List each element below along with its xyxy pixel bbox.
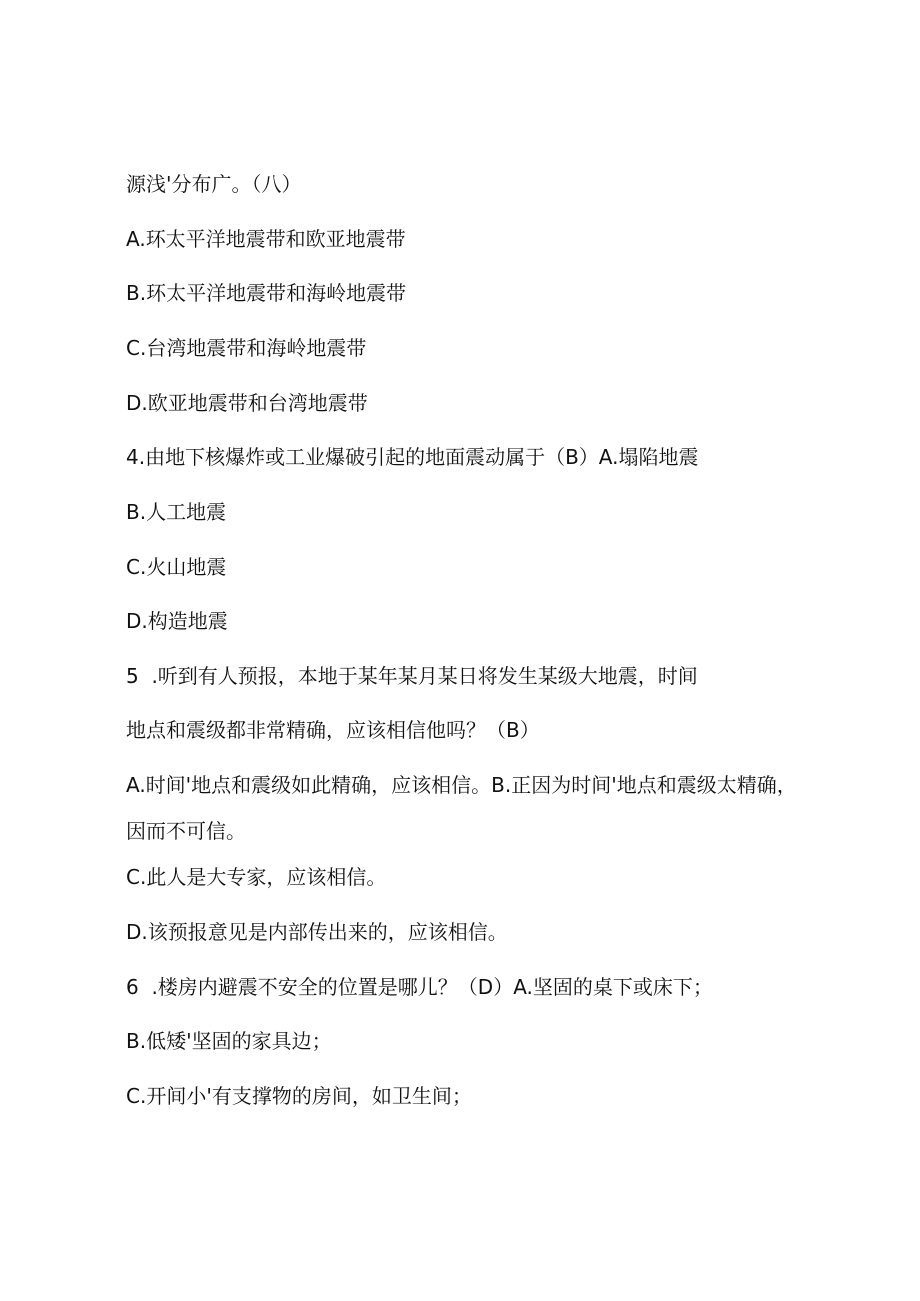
q6-stem: 6 .楼房内避震不安全的位置是哪儿？（D）A.坚固的桌下或床下； — [126, 975, 713, 999]
q4-option-b: B.人工地震 — [126, 500, 227, 524]
q5-option-d: D.该预报意见是内部传出来的，应该相信。 — [126, 920, 508, 944]
question-stem-continuation: 源浅'分布广。（八） — [126, 172, 302, 196]
q3-option-a: A.环太平洋地震带和欧亚地震带 — [126, 227, 406, 251]
q3-option-b: B.环太平洋地震带和海岭地震带 — [126, 281, 407, 305]
q5-stem-continuation: 地点和震级都非常精确，应该相信他吗？（B） — [126, 718, 540, 742]
q3-option-c: C.台湾地震带和海岭地震带 — [126, 336, 367, 360]
q4-stem: 4.由地下核爆炸或工业爆破引起的地面震动属于（B）A.塌陷地震 — [126, 445, 699, 469]
q4-option-d: D.构造地震 — [126, 609, 228, 633]
q6-option-b: B.低矮'坚固的家具边； — [126, 1029, 332, 1053]
q5-option-a-b: A.时间'地点和震级如此精确，应该相信。B.正因为时间'地点和震级太精确，因而不可信。 — [126, 773, 797, 843]
q6-option-c: C.开间小'有支撑物的房间，如卫生间； — [126, 1084, 472, 1108]
q5-stem: 5 .听到有人预报，本地于某年某月某日将发生某级大地震，时间 — [126, 664, 698, 688]
q3-option-d: D.欧亚地震带和台湾地震带 — [126, 391, 368, 415]
q5-option-c: C.此人是大专家，应该相信。 — [126, 865, 387, 889]
q4-option-c: C.火山地震 — [126, 555, 227, 579]
